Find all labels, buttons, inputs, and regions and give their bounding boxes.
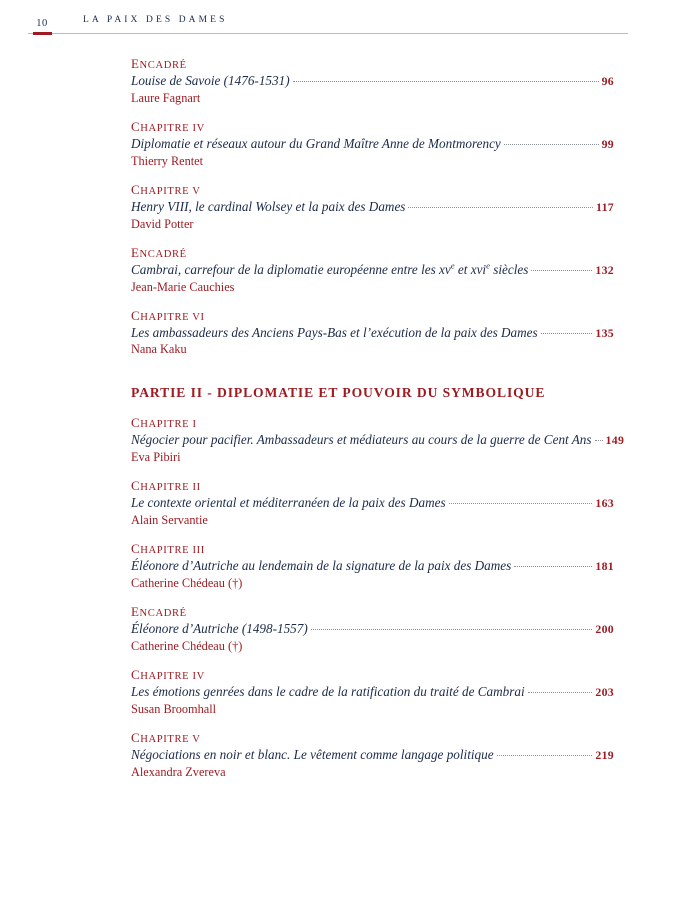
toc-leader-dots	[449, 503, 593, 504]
toc-leader-dots	[497, 755, 593, 756]
toc-entry-page[interactable]: 163	[595, 496, 614, 511]
toc-leader-dots	[528, 692, 593, 693]
toc-entry[interactable]	[131, 478, 614, 528]
toc-entry-page[interactable]: 219	[595, 747, 614, 762]
toc-entry-page[interactable]: 181	[595, 559, 614, 574]
toc-entry-title[interactable]: Cambrai, carrefour de la diplomatie européenne entre les $xv^e$ et xvi$^e$ siècles	[131, 260, 529, 277]
toc-entry-title[interactable]: Henry VIII, le cardinal Wolsey et la paix des Dames	[131, 198, 406, 214]
toc-entry-title[interactable]: Éléonore d’Autriche (1498-1557)	[131, 621, 308, 637]
toc-entry-title[interactable]: Négocier pour pacifier. Ambassadeurs et médiateurs au cours de la guerre de Cent Ans	[131, 432, 592, 448]
toc-entry-page[interactable]: 200	[595, 622, 614, 637]
part-heading: PARTIE II - DIPLOMATIE ET POUVOIR DU SYMBOLIQUE	[131, 385, 546, 401]
toc-entry-author: David Potter	[131, 216, 194, 231]
toc-entry-author: Alain Servantie	[131, 513, 208, 528]
toc-leader-dots	[311, 629, 593, 630]
header-rule	[28, 33, 628, 34]
toc-entry-title[interactable]: Diplomatie et réseaux autour du Grand Maître Anne de Montmorency	[131, 135, 501, 151]
running-head	[0, 13, 700, 43]
toc-entry-author: Alexandra Zvereva	[131, 764, 226, 779]
toc-entry-line	[131, 495, 614, 512]
toc-group-part2	[131, 415, 625, 779]
toc-entry[interactable]	[131, 245, 614, 295]
toc-entry[interactable]	[131, 667, 614, 717]
toc-entry-author: Thierry Rentet	[131, 153, 204, 168]
toc-entry-kicker: CHAPITRE V	[131, 729, 201, 745]
toc-entry-kicker: ENCADRÉ	[131, 604, 187, 620]
toc-leader-dots	[504, 144, 599, 145]
toc-entry-line	[131, 621, 614, 638]
toc-entry-kicker: CHAPITRE IV	[131, 118, 205, 134]
toc-entry-author: Susan Broomhall	[131, 701, 217, 716]
toc-entry-line	[131, 325, 614, 342]
toc-entry[interactable]	[131, 308, 614, 358]
toc-entry-line	[131, 262, 614, 279]
toc-leader-dots	[531, 270, 592, 271]
toc-group-part1	[131, 56, 614, 357]
toc-entry-line	[131, 432, 625, 449]
toc-entry-page[interactable]: 96	[601, 74, 614, 88]
toc-entry-line	[131, 73, 614, 90]
toc-entry-title[interactable]: Le contexte oriental et méditerranéen de la paix des Dames	[131, 495, 446, 511]
toc-entry-author: Laure Fagnart	[131, 90, 201, 105]
toc-entry-title[interactable]: Négociations en noir et blanc. Le vêtement comme langage politique	[131, 746, 494, 762]
toc-entry-author: Jean-Marie Cauchies	[131, 279, 235, 294]
toc-entry[interactable]	[131, 182, 614, 232]
toc-entry-title[interactable]: Louise de Savoie (1476-1531)	[131, 73, 290, 88]
toc-entry-line	[131, 199, 614, 216]
folio-box	[28, 13, 56, 31]
toc-leader-dots	[541, 333, 593, 334]
toc-entry-kicker: CHAPITRE IV	[131, 667, 205, 683]
toc-entry-kicker: CHAPITRE V	[131, 181, 201, 197]
toc-leader-dots	[408, 207, 593, 208]
toc-entry-kicker: ENCADRÉ	[131, 244, 187, 260]
toc-entry-line	[131, 558, 614, 575]
toc-entry-kicker: CHAPITRE II	[131, 478, 201, 494]
toc-entry-author: Catherine Chédeau (†)	[131, 639, 243, 654]
toc-entry-author: Catherine Chédeau (†)	[131, 576, 243, 591]
running-head-title: LA PAIX DES DAMES	[83, 15, 228, 25]
toc-leader-dots	[595, 440, 603, 441]
toc-entry-page[interactable]: 149	[605, 433, 625, 448]
toc-entry[interactable]	[131, 604, 614, 654]
toc-entry-kicker: CHAPITRE VI	[131, 307, 205, 323]
toc-entry-page[interactable]: 135	[595, 325, 614, 340]
toc-entry[interactable]	[131, 415, 625, 465]
folio-underline	[33, 32, 52, 35]
toc-leader-dots	[293, 81, 599, 82]
toc-entry-line	[131, 747, 614, 764]
toc-entry-title[interactable]: Les ambassadeurs des Anciens Pays-Bas et l’exécution de la paix des Dames	[131, 324, 538, 340]
toc-entry-kicker: CHAPITRE I	[131, 415, 197, 431]
toc-entry[interactable]	[131, 119, 614, 169]
toc-entry-kicker: ENCADRÉ	[131, 56, 187, 71]
toc-entry-line	[131, 136, 614, 153]
toc-entry[interactable]	[131, 56, 614, 106]
toc-leader-dots	[514, 566, 592, 567]
toc-entry-title[interactable]: Éléonore d’Autriche au lendemain de la signature de la paix des Dames	[131, 558, 512, 574]
toc-entry-page[interactable]: 117	[596, 199, 614, 214]
toc-entry-line	[131, 684, 614, 701]
page-folio: 10	[36, 18, 48, 29]
table-of-contents	[131, 56, 625, 793]
toc-entry-kicker: CHAPITRE III	[131, 541, 205, 557]
toc-entry-author: Eva Pibiri	[131, 450, 181, 465]
toc-entry[interactable]	[131, 541, 614, 591]
toc-entry-title[interactable]: Les émotions genrées dans le cadre de la ratification du traité de Cambrai	[131, 684, 525, 700]
toc-entry-page[interactable]: 132	[595, 262, 614, 277]
toc-entry[interactable]	[131, 730, 614, 780]
toc-entry-author: Nana Kaku	[131, 342, 187, 357]
toc-entry-page[interactable]: 99	[601, 136, 614, 151]
toc-entry-page[interactable]: 203	[595, 685, 614, 700]
